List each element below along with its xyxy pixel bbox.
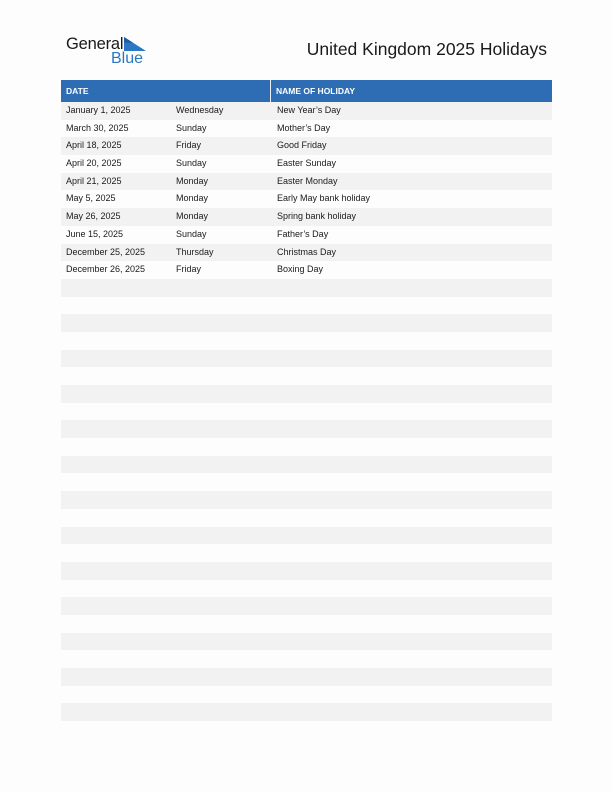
holiday-date-cell — [61, 473, 171, 491]
logo-wordmark-general: General — [66, 35, 124, 53]
holiday-weekday-cell — [171, 544, 272, 562]
holiday-name-cell — [272, 367, 552, 385]
holiday-weekday-cell: Thursday — [176, 246, 214, 257]
holiday-weekday-cell — [171, 686, 272, 704]
holiday-name-cell — [272, 385, 552, 403]
table-row — [61, 173, 552, 191]
holiday-date-cell — [61, 650, 171, 668]
holiday-date-cell — [61, 703, 171, 721]
holiday-weekday-cell — [171, 473, 272, 491]
holiday-date-cell — [61, 668, 171, 686]
table-row — [61, 350, 552, 368]
holiday-date-cell: December 25, 2025 — [66, 246, 146, 257]
holiday-weekday-cell: Friday — [176, 140, 202, 151]
holiday-date-cell: December 26, 2025 — [66, 264, 146, 275]
holiday-weekday-cell — [171, 403, 272, 421]
table-row — [61, 102, 552, 120]
holiday-weekday-cell — [171, 668, 272, 686]
holiday-name-cell — [272, 615, 552, 633]
table-row — [61, 456, 552, 474]
table-row — [61, 190, 552, 208]
table-row — [61, 297, 552, 315]
table-row — [61, 403, 552, 421]
holiday-date-cell — [61, 367, 171, 385]
holiday-date-cell: May 5, 2025 — [66, 193, 116, 204]
holiday-date-cell — [61, 403, 171, 421]
holiday-weekday-cell — [171, 580, 272, 598]
holiday-name-cell — [272, 580, 552, 598]
holiday-name-cell: Spring bank holiday — [277, 211, 357, 222]
holiday-name-cell: Early May bank holiday — [277, 193, 371, 204]
table-row — [61, 491, 552, 509]
table-row — [61, 633, 552, 651]
holiday-weekday-cell — [171, 597, 272, 615]
holiday-name-cell — [272, 491, 552, 509]
holiday-name-cell: Christmas Day — [277, 246, 337, 257]
holiday-name-cell: Easter Monday — [277, 175, 338, 186]
holiday-weekday-cell — [171, 438, 272, 456]
table-row — [61, 385, 552, 403]
holiday-name-cell — [272, 650, 552, 668]
holiday-weekday-cell — [171, 385, 272, 403]
holiday-name-cell — [272, 597, 552, 615]
holiday-name-cell — [272, 473, 552, 491]
table-row — [61, 244, 552, 262]
holiday-date-cell — [61, 544, 171, 562]
holiday-date-cell — [61, 597, 171, 615]
table-row — [61, 473, 552, 491]
column-header-date: DATE — [61, 80, 271, 102]
holiday-name-cell — [272, 509, 552, 527]
holiday-name-cell: Mother’s Day — [277, 122, 331, 133]
holiday-weekday-cell — [171, 527, 272, 545]
holiday-name-cell — [272, 350, 552, 368]
holiday-date-cell: June 15, 2025 — [66, 228, 124, 239]
holiday-name-cell — [272, 314, 552, 332]
logo-wordmark-blue: Blue — [111, 50, 144, 67]
holiday-date-cell — [61, 527, 171, 545]
holiday-name-cell: Easter Sunday — [277, 158, 337, 169]
holiday-date-cell — [61, 438, 171, 456]
holiday-weekday-cell — [171, 633, 272, 651]
table-row — [61, 703, 552, 721]
holiday-weekday-cell — [171, 703, 272, 721]
holiday-weekday-cell — [171, 350, 272, 368]
holiday-name-cell — [272, 420, 552, 438]
holiday-date-cell — [61, 562, 171, 580]
table-row — [61, 438, 552, 456]
table-row — [61, 208, 552, 226]
holiday-name-cell — [272, 332, 552, 350]
holiday-date-cell — [61, 633, 171, 651]
table-row — [61, 562, 552, 580]
table-row — [61, 615, 552, 633]
holiday-date-cell — [61, 297, 171, 315]
table-row — [61, 279, 552, 297]
holiday-date-cell — [61, 385, 171, 403]
column-header-holiday-name: NAME OF HOLIDAY — [276, 86, 356, 96]
holiday-name-cell — [272, 456, 552, 474]
page-title: United Kingdom 2025 Holidays — [306, 39, 547, 59]
table-row — [61, 509, 552, 527]
table-row — [61, 597, 552, 615]
table-header — [61, 80, 552, 102]
table-row — [61, 314, 552, 332]
holiday-date-cell — [61, 491, 171, 509]
holiday-name-cell: New Year’s Day — [277, 105, 341, 115]
holiday-date-cell — [61, 332, 171, 350]
holiday-date-cell — [61, 350, 171, 368]
holiday-name-cell — [272, 686, 552, 704]
holiday-date-cell — [61, 615, 171, 633]
table-row — [61, 226, 552, 244]
table-row — [61, 137, 552, 155]
holiday-weekday-cell — [171, 332, 272, 350]
table-row — [61, 367, 552, 385]
holiday-weekday-cell — [171, 615, 272, 633]
holiday-date-cell: May 26, 2025 — [66, 211, 121, 222]
holiday-date-cell — [61, 314, 171, 332]
holiday-weekday-cell — [171, 314, 272, 332]
holiday-weekday-cell — [171, 650, 272, 668]
table-row — [61, 420, 552, 438]
holiday-table — [61, 80, 552, 721]
holiday-weekday-cell — [171, 491, 272, 509]
holiday-date-cell: April 18, 2025 — [66, 140, 122, 151]
holiday-weekday-cell: Monday — [176, 193, 209, 204]
table-row — [61, 155, 552, 173]
holiday-weekday-cell: Monday — [176, 211, 209, 222]
holiday-weekday-cell: Monday — [176, 175, 209, 186]
holiday-weekday-cell — [171, 456, 272, 474]
holiday-name-cell — [272, 279, 552, 297]
table-row — [61, 650, 552, 668]
holiday-date-cell: April 20, 2025 — [66, 158, 122, 169]
table-body — [61, 102, 552, 721]
table-row — [61, 668, 552, 686]
holiday-weekday-cell — [171, 509, 272, 527]
holiday-name-cell — [272, 562, 552, 580]
holiday-weekday-cell: Friday — [176, 264, 202, 275]
holiday-name-cell — [272, 703, 552, 721]
table-row — [61, 686, 552, 704]
holiday-date-cell: March 30, 2025 — [66, 122, 129, 133]
holiday-date-cell: April 21, 2025 — [66, 175, 122, 186]
holiday-name-cell: Boxing Day — [277, 264, 324, 275]
holiday-weekday-cell — [171, 279, 272, 297]
holiday-name-cell — [272, 544, 552, 562]
table-row — [61, 120, 552, 138]
holiday-weekday-cell — [171, 562, 272, 580]
table-row — [61, 261, 552, 279]
holiday-name-cell — [272, 438, 552, 456]
holiday-date-cell — [61, 686, 171, 704]
holiday-date-cell: January 1, 2025 — [66, 105, 131, 115]
holiday-weekday-cell: Sunday — [176, 228, 207, 239]
holiday-date-cell — [61, 279, 171, 297]
holiday-weekday-cell — [171, 367, 272, 385]
holiday-date-cell — [61, 456, 171, 474]
holiday-date-cell — [61, 509, 171, 527]
holiday-weekday-cell — [171, 297, 272, 315]
holiday-name-cell — [272, 633, 552, 651]
holiday-name-cell — [272, 403, 552, 421]
holiday-name-cell — [272, 668, 552, 686]
holiday-name-cell — [272, 527, 552, 545]
holiday-name-cell: Good Friday — [277, 140, 327, 151]
generalblue-logo[interactable] — [66, 34, 156, 68]
holiday-weekday-cell: Sunday — [176, 158, 207, 169]
holiday-name-cell: Father’s Day — [277, 228, 329, 239]
table-row — [61, 332, 552, 350]
holiday-date-cell — [61, 420, 171, 438]
holiday-weekday-cell — [171, 420, 272, 438]
holiday-weekday-cell: Sunday — [176, 122, 207, 133]
holiday-name-cell — [272, 297, 552, 315]
holiday-weekday-cell: Wednesday — [176, 105, 224, 115]
holiday-date-cell — [61, 580, 171, 598]
table-row — [61, 527, 552, 545]
table-row — [61, 544, 552, 562]
table-row — [61, 580, 552, 598]
